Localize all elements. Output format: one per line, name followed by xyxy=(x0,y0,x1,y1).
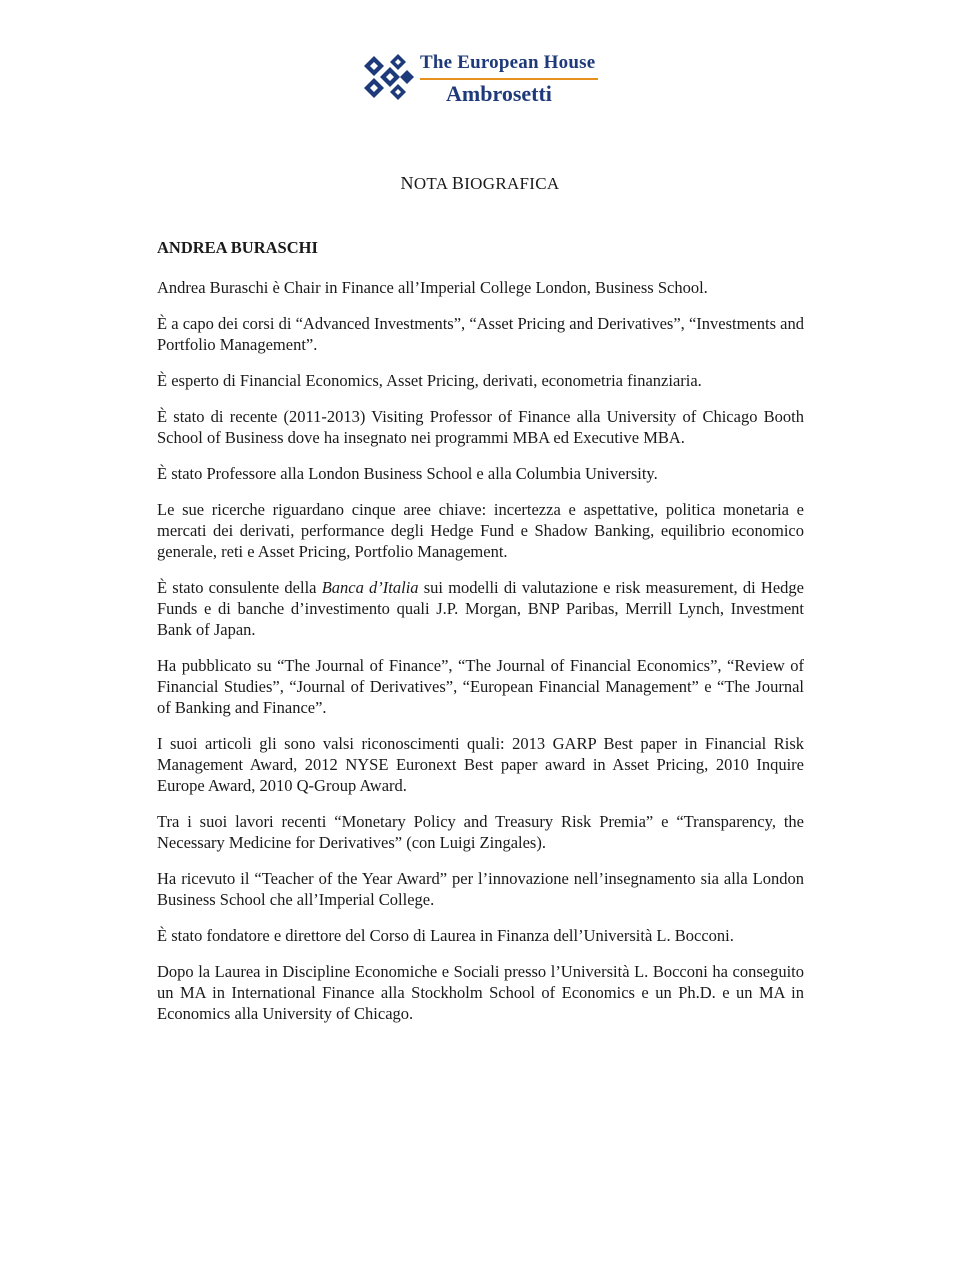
bio-paragraph-consulting xyxy=(157,577,804,640)
consulting-text-end: sui modelli di valutazione e risk measurement, di Hedge Funds e di banche d’investimento quali J.P. Morgan, BNP Paribas, Merrill Lynch, Investment Bank of Japan. xyxy=(157,578,804,639)
bio-paragraph: Andrea Buraschi è Chair in Finance all’Imperial College London, Business School. xyxy=(157,278,708,297)
person-name: ANDREA BURASCHI xyxy=(157,238,318,257)
logo-mark-icon xyxy=(360,52,416,102)
title-rest-ota: OTA xyxy=(413,174,452,193)
bio-paragraph: È stato Professore alla London Business School e alla Columbia University. xyxy=(157,464,658,483)
bio-paragraph: È stato di recente (2011-2013) Visiting Professor of Finance alla University of Chicago Booth School of Business dove ha insegnato nei programmi MBA ed Executive MBA. xyxy=(157,407,804,447)
bio-paragraph: È a capo dei corsi di “Advanced Investments”, “Asset Pricing and Derivatives”, “Investments and Portfolio Management”. xyxy=(157,314,804,354)
title-rest-iografica: IOGRAFICA xyxy=(464,174,560,193)
bio-paragraph: Dopo la Laurea in Discipline Economiche e Sociali presso l’Università L. Bocconi ha conseguito un MA in International Finance alla Stockholm School of Economics e un Ph.D. e un MA in Economics alla University of Chicago. xyxy=(157,962,804,1023)
logo-text-european-house: The European House xyxy=(420,52,596,73)
logo-divider xyxy=(420,78,598,80)
bio-paragraph: I suoi articoli gli sono valsi riconoscimenti quali: 2013 GARP Best paper in Financial Risk Management Award, 2012 NYSE Euronext Best paper award in Asset Pricing, 2010 Inquire Europe Award, 2010 Q-Group Award. xyxy=(157,734,804,795)
bio-paragraph: È stato fondatore e direttore del Corso di Laurea in Finanza dell’Università L. Bocconi. xyxy=(157,926,734,945)
title-initial-b: B xyxy=(451,173,465,193)
bio-paragraph: Ha pubblicato su “The Journal of Finance”, “The Journal of Financial Economics”, “Review of Financial Studies”, “Journal of Derivatives”, “European Financial Management” e “The Journal of Banking and Finance”. xyxy=(157,656,804,717)
title-initial-n: N xyxy=(400,173,414,193)
bio-paragraph: Ha ricevuto il “Teacher of the Year Award” per l’innovazione nell’insegnamento sia alla London Business School che all’Imperial College. xyxy=(157,869,804,909)
logo-text-ambrosetti: Ambrosetti xyxy=(446,81,552,106)
banca-italia-italic: Banca d’Italia xyxy=(321,578,419,597)
company-logo xyxy=(360,52,605,106)
document-body xyxy=(157,237,804,1039)
bio-paragraph: Le sue ricerche riguardano cinque aree chiave: incertezza e aspettative, politica monetaria e mercati dei derivati, performance degli Hedge Fund e Shadow Banking, equilibrio economico generale, reti e Asset Pricing, Portfolio Management. xyxy=(157,500,804,561)
document-title xyxy=(0,173,960,194)
bio-paragraph: È esperto di Financial Economics, Asset Pricing, derivati, econometria finanziaria. xyxy=(157,371,702,390)
consulting-text-start: È stato consulente della xyxy=(157,578,322,597)
bio-paragraph: Tra i suoi lavori recenti “Monetary Policy and Treasury Risk Premia” e “Transparency, the Necessary Medicine for Derivatives” (con Luigi Zingales). xyxy=(157,812,804,852)
